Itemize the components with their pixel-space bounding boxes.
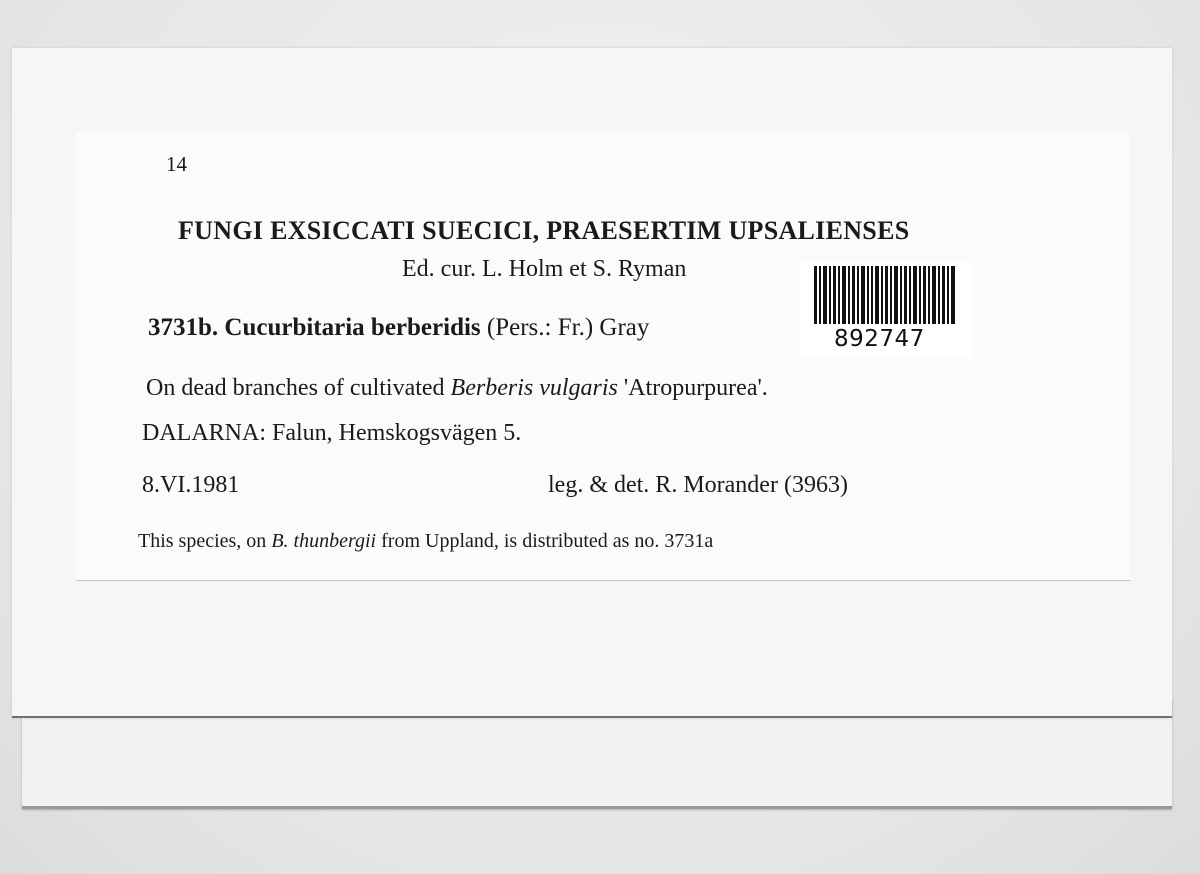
locality-line: DALARNA: Falun, Hemskogsvägen 5.: [142, 420, 522, 446]
distribution-note: [138, 530, 713, 553]
taxon-line: [148, 314, 649, 342]
barcode-sticker: [800, 262, 972, 358]
substrate-prefix: On dead branches of cultivated: [146, 375, 451, 401]
specimen-packet: [12, 48, 1172, 718]
note-suffix: from Uppland, is distributed as no. 3731a: [376, 530, 714, 552]
herbarium-label: [76, 132, 1130, 581]
barcode-number: 892747: [834, 326, 925, 352]
substrate-line: [146, 375, 768, 402]
note-host: B. thunbergii: [271, 530, 377, 552]
taxon-authority: (Pers.: Fr.) Gray: [480, 314, 650, 341]
host-cultivar: 'Atropurpurea'.: [617, 375, 768, 401]
host-name: Berberis vulgaris: [450, 375, 618, 401]
collection-date: 8.VI.1981: [142, 472, 240, 498]
note-prefix: This species, on: [138, 530, 272, 552]
label-number: 14: [166, 152, 187, 176]
series-title: FUNGI EXSICCATI SUECICI, PRAESERTIM UPSALIENSES: [178, 216, 910, 245]
taxon-name: 3731b. Cucurbitaria berberidis: [148, 314, 481, 341]
series-editors: Ed. cur. L. Holm et S. Ryman: [402, 256, 687, 282]
barcode-bars: [814, 266, 958, 324]
collector-line: leg. & det. R. Morander (3963): [548, 472, 848, 498]
